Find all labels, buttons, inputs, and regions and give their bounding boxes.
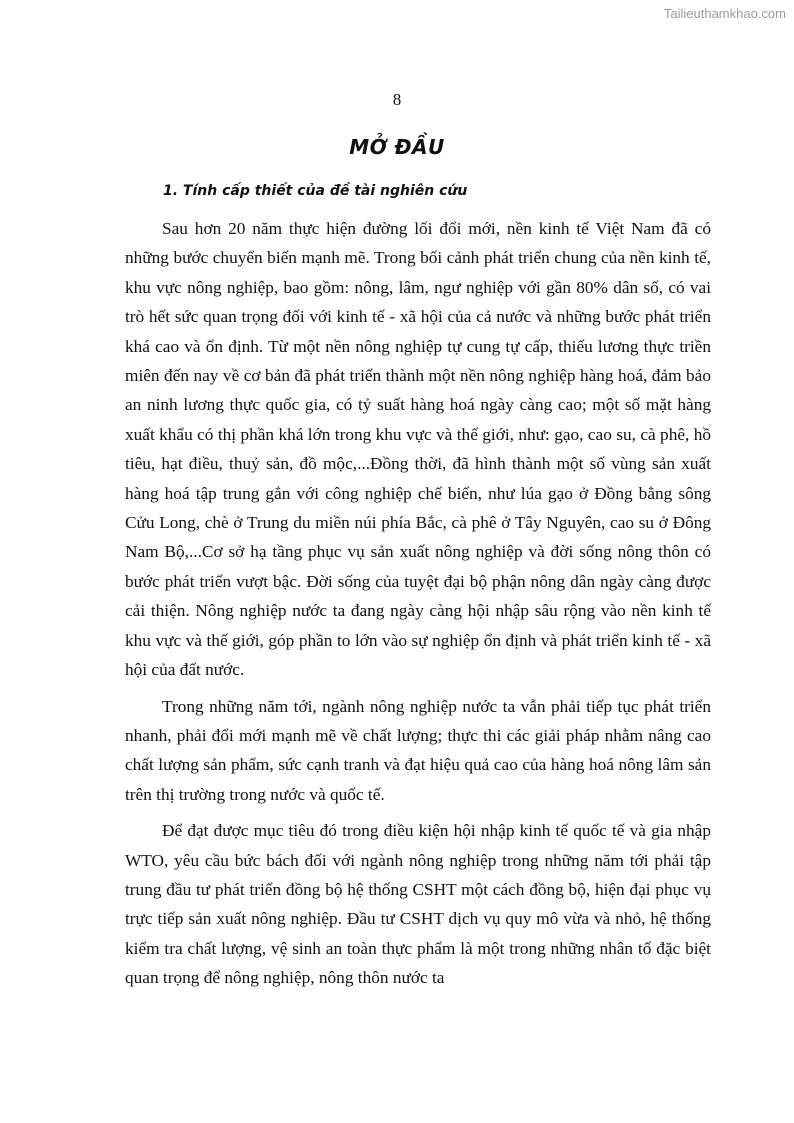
chapter-title: MỞ ĐẦU [349, 135, 445, 159]
watermark: Tailieuthamkhao.com [663, 6, 786, 21]
paragraph: Trong những năm tới, ngành nông nghiệp nước ta vẫn phải tiếp tục phát triển nhanh, phải đổi mới mạnh mẽ về chất lượng; thực thi các giải pháp nhằm nâng cao chất lượng sản phẩm, sức cạnh tranh và đạt hiệu quả cao của hàng hoá nông lâm sản trên thị trường trong nước và quốc tế. [125, 696, 711, 804]
page-number: 8 [392, 90, 402, 109]
paragraph: Sau hơn 20 năm thực hiện đường lối đổi mới, nền kinh tế Việt Nam đã có những bước chuyển biến mạnh mẽ. Trong bối cảnh phát triển chung của nền kinh tế, khu vực nông nghiệp, bao gồm: nông, lâm, ngư nghiệp với gần 80% dân số, có vai trò hết sức quan trọng đối với kinh tế - xã hội của cả nước và những bước phát triển khá cao và ổn định. Từ một nền nông nghiệp tự cung tự cấp, thiếu lương thực triền miên đến nay về cơ bản đã phát triển thành một nền nông nghiệp hàng hoá, đảm bảo an ninh lương thực quốc gia, có tỷ suất hàng hoá ngày càng cao; một số mặt hàng xuất khẩu có thị phần khá lớn trong khu vực và thế giới, như: gạo, cao su, cà phê, hồ tiêu, hạt điều, thuỷ sản, đồ mộc,...Đồng thời, đã hình thành một số vùng sản xuất hàng hoá tập trung gắn với công nghiệp chế biến, như lúa gạo ở Đồng bằng sông Cửu Long, chè ở Trung du miền núi phía Bắc, cà phê ở Tây Nguyên, cao su ở Đông Nam Bộ,...Cơ sở hạ tầng phục vụ sản xuất nông nghiệp và đời sống nông thôn có bước phát triển vượt bậc. Đời sống của tuyệt đại bộ phận nông dân ngày càng được cải thiện. Nông nghiệp nước ta đang ngày càng hội nhập sâu rộng vào nền kinh tế khu vực và thế giới, góp phần to lớn vào sự nghiệp ổn định và phát triển kinh tế - xã hội của đất nước. [125, 219, 711, 680]
paragraph: Để đạt được mục tiêu đó trong điều kiện hội nhập kinh tế quốc tế và gia nhập WTO, yêu cầu bức bách đối với ngành nông nghiệp trong những năm tới phải tập trung đầu tư phát triển đồng bộ hệ thống CSHT một cách đồng bộ, hiện đại phục vụ trực tiếp sản xuất nông nghiệp. Đầu tư CSHT dịch vụ quy mô vừa và nhỏ, hệ thống kiểm tra chất lượng, vệ sinh an toàn thực phẩm là một trong những nhân tố đặc biệt quan trọng để nông nghiệp, nông thôn nước ta [125, 821, 711, 988]
section-heading: 1. Tính cấp thiết của đề tài nghiên cứu [163, 183, 468, 199]
body-text [125, 214, 711, 1000]
